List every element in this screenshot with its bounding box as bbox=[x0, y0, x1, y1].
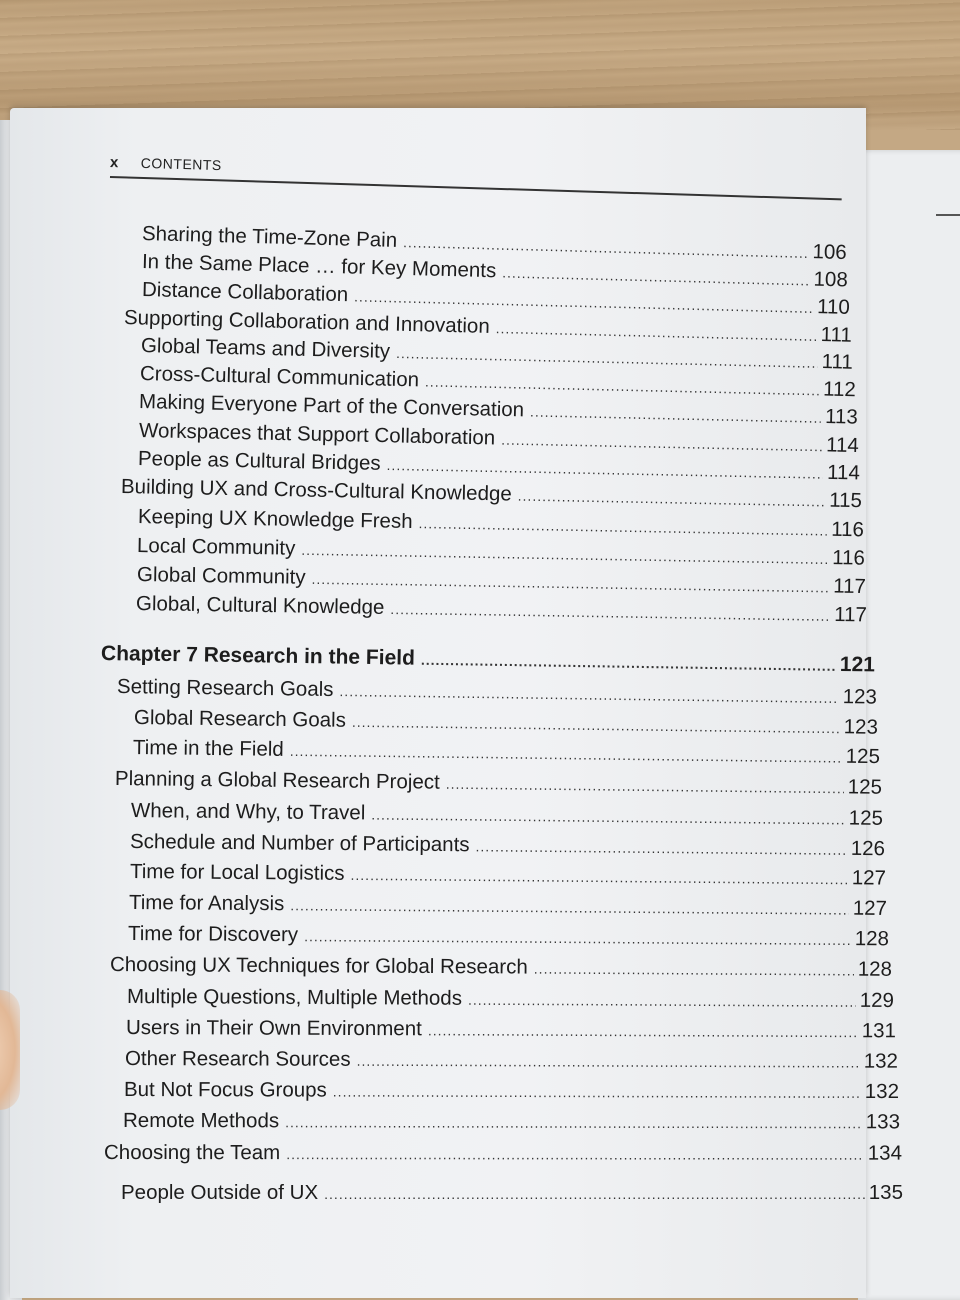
toc-entry-page: 111 bbox=[820, 323, 853, 347]
toc-entry-title: Time for Local Logistics bbox=[129, 860, 345, 885]
toc-entry[interactable] bbox=[104, 1141, 902, 1166]
dot-leader bbox=[290, 897, 849, 917]
dot-leader bbox=[502, 264, 810, 288]
dot-leader bbox=[403, 234, 809, 261]
dot-leader bbox=[286, 1146, 864, 1163]
toc-entry[interactable] bbox=[115, 767, 882, 800]
dot-leader bbox=[386, 457, 823, 482]
toc-entry-page: 116 bbox=[832, 546, 866, 570]
dot-leader bbox=[352, 714, 840, 736]
toc-entry[interactable] bbox=[130, 860, 886, 891]
toc-entry[interactable] bbox=[128, 922, 889, 951]
dot-leader bbox=[468, 992, 856, 1010]
toc-entry-page: 117 bbox=[834, 602, 868, 627]
dot-leader bbox=[311, 571, 829, 596]
toc-entry-title: In the Same Place … for Key Moments bbox=[141, 250, 497, 283]
toc-entry-title: Users in Their Own Environment bbox=[125, 1016, 422, 1041]
toc-entry-page: 115 bbox=[828, 488, 863, 513]
toc-entry[interactable] bbox=[117, 675, 877, 710]
toc-entry-title: Global Research Goals bbox=[133, 706, 347, 732]
toc-entry[interactable] bbox=[133, 736, 880, 769]
toc-entry[interactable] bbox=[126, 1016, 896, 1043]
dot-leader bbox=[339, 683, 838, 706]
chapter-page: 121 bbox=[839, 652, 876, 677]
dot-leader bbox=[496, 320, 817, 344]
toc-entry-page: 127 bbox=[851, 866, 887, 890]
dot-leader bbox=[530, 404, 821, 426]
toc-entry[interactable] bbox=[136, 592, 867, 627]
dot-leader bbox=[357, 1053, 860, 1071]
toc-entry-title: Schedule and Number of Participants bbox=[129, 830, 470, 857]
toc-entry-page: 110 bbox=[816, 295, 851, 319]
dot-leader bbox=[304, 928, 851, 948]
toc-entry[interactable] bbox=[127, 985, 894, 1013]
toc-entry-title: Multiple Questions, Multiple Methods bbox=[126, 985, 463, 1010]
toc-entry[interactable] bbox=[125, 1047, 898, 1074]
dot-leader bbox=[371, 807, 845, 828]
dot-leader bbox=[350, 867, 847, 887]
toc-entry[interactable] bbox=[129, 891, 887, 921]
toc-entry-title: Making Everyone Part of the Conversation bbox=[138, 390, 525, 422]
toc-entry-title: Distance Collaboration bbox=[141, 278, 349, 307]
toc-entry[interactable] bbox=[134, 706, 878, 740]
toc-entry-page: 125 bbox=[848, 806, 884, 830]
toc-chapter-heading[interactable] bbox=[101, 642, 875, 677]
toc-entry-title: Setting Research Goals bbox=[116, 675, 334, 702]
toc-entry-title: Workspaces that Support Collaboration bbox=[138, 419, 496, 450]
dot-leader bbox=[290, 743, 842, 766]
toc-entry-title: Local Community bbox=[136, 534, 296, 560]
toc-entry-title: Time for Analysis bbox=[128, 891, 285, 916]
toc-entry-title: Supporting Collaboration and Innovation bbox=[123, 306, 491, 338]
toc-entry[interactable] bbox=[124, 1078, 899, 1104]
dot-leader bbox=[354, 288, 813, 316]
toc-entry[interactable] bbox=[110, 953, 892, 982]
toc-entry-page: 128 bbox=[854, 927, 890, 951]
toc-entry-page: 108 bbox=[813, 267, 849, 292]
toc-entry-page: 126 bbox=[850, 836, 886, 861]
toc-entry-title: Choosing the Team bbox=[103, 1141, 281, 1165]
toc-entry-page: 125 bbox=[847, 775, 883, 799]
toc-entry-title: Keeping UX Knowledge Fresh bbox=[137, 505, 413, 534]
toc-entry-page: 135 bbox=[868, 1181, 903, 1204]
toc-entry-page: 133 bbox=[865, 1110, 901, 1134]
dot-leader bbox=[518, 488, 826, 510]
toc-entry-title: Global, Cultural Knowledge bbox=[135, 592, 385, 619]
dot-leader bbox=[396, 345, 818, 371]
running-header-title: CONTENTS bbox=[140, 154, 223, 174]
toc-entry-page: 131 bbox=[861, 1019, 897, 1043]
dot-leader bbox=[324, 1186, 865, 1202]
toc-entry-page: 113 bbox=[824, 404, 859, 429]
toc-entry-title: Choosing UX Techniques for Global Research bbox=[109, 953, 528, 979]
toc-entry-title: Cross-Cultural Communication bbox=[139, 362, 420, 392]
toc-entry-title: Other Research Sources bbox=[124, 1047, 351, 1071]
dot-leader bbox=[301, 542, 828, 567]
toc-entry-page: 132 bbox=[863, 1049, 899, 1073]
toc-entry-title: Remote Methods bbox=[122, 1109, 280, 1133]
toc-entry-page: 114 bbox=[826, 460, 861, 485]
toc-entry-title: Time in the Field bbox=[132, 736, 284, 761]
dot-leader bbox=[418, 515, 827, 538]
dot-leader bbox=[446, 776, 844, 797]
toc-entry[interactable] bbox=[131, 799, 883, 831]
toc-entry-page: 123 bbox=[843, 715, 879, 739]
toc-entry-title: Planning a Global Research Project bbox=[114, 767, 440, 794]
chapter-title: Chapter 7 Research in the Field bbox=[100, 642, 416, 670]
toc-entry-title: When, and Why, to Travel bbox=[130, 799, 366, 825]
dot-leader bbox=[390, 601, 830, 624]
toc-entry-page: 112 bbox=[822, 377, 857, 402]
toc-entry-title: Time for Discovery bbox=[127, 922, 299, 947]
dot-leader bbox=[425, 373, 819, 398]
dot-leader bbox=[475, 838, 846, 858]
toc-entry-title: Building UX and Cross-Cultural Knowledge bbox=[120, 475, 513, 506]
toc-entry-page: 134 bbox=[867, 1141, 903, 1165]
toc-entry-title: Global Community bbox=[136, 563, 306, 589]
toc-entry-title: Sharing the Time-Zone Pain bbox=[141, 222, 398, 252]
toc-entry-page: 128 bbox=[857, 957, 893, 981]
toc-entry-page: 106 bbox=[812, 240, 848, 265]
dot-leader bbox=[534, 961, 854, 979]
dot-leader bbox=[428, 1022, 858, 1040]
page-number: x bbox=[109, 154, 119, 172]
toc-entry-page: 132 bbox=[864, 1079, 900, 1104]
toc-entry-page: 114 bbox=[825, 433, 860, 458]
toc-entry[interactable] bbox=[121, 1181, 903, 1205]
toc-entry-title: Global Teams and Diversity bbox=[140, 334, 391, 363]
toc-entry-page: 116 bbox=[830, 517, 865, 542]
toc-entry-page: 127 bbox=[852, 896, 888, 920]
dot-leader bbox=[333, 1084, 861, 1101]
toc-entry-title: People Outside of UX bbox=[121, 1181, 319, 1204]
toc-entry[interactable] bbox=[123, 1109, 900, 1134]
toc-entry-page: 111 bbox=[821, 350, 854, 374]
toc-entry-page: 125 bbox=[845, 744, 881, 769]
dot-leader bbox=[285, 1114, 862, 1131]
toc-entry-page: 117 bbox=[833, 574, 867, 599]
toc-entry[interactable] bbox=[130, 830, 885, 861]
toc-entry-page: 123 bbox=[842, 685, 878, 709]
toc-entry-title: But Not Focus Groups bbox=[123, 1078, 327, 1102]
dot-leader bbox=[421, 652, 836, 674]
toc-entry-title: People as Cultural Bridges bbox=[137, 447, 381, 475]
dot-leader bbox=[501, 432, 822, 455]
toc-entry-page: 129 bbox=[859, 988, 895, 1013]
